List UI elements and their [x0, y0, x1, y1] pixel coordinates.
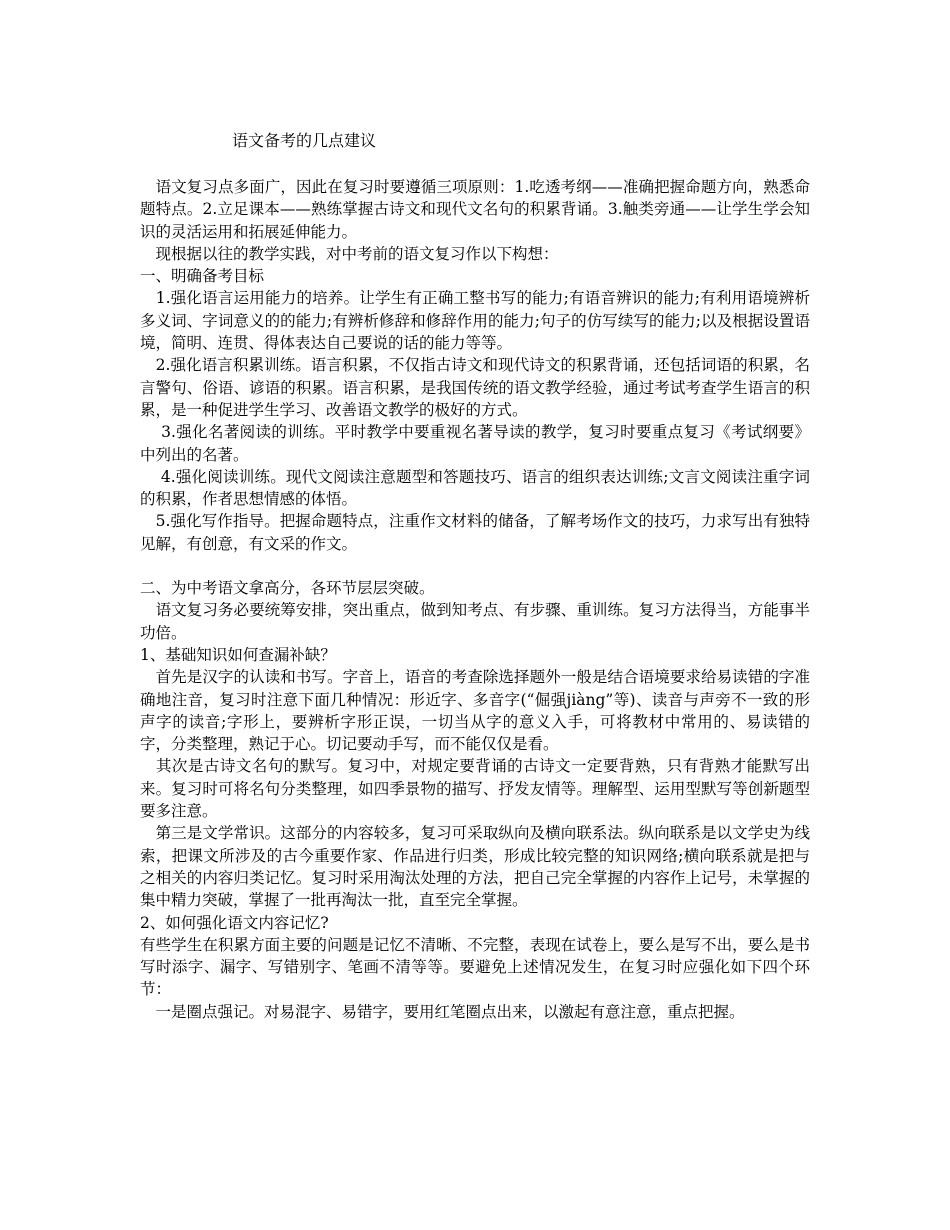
section-heading-breakthrough: 二、为中考语文拿高分，各环节层层突破。 [140, 579, 435, 598]
paragraph-poems: 其次是古诗文名句的默写。复习中，对规定要背诵的古诗文一定要背熟，只有背熟才能默写出来。复习时可将名句分类整理，如四季景物的描写、抒发友情等。理解型、运用型默写等创新题型要多注意。 [140, 757, 810, 821]
paragraph-plan-intro: 现根据以往的教学实践，对中考前的语文复习作以下构想： [140, 244, 559, 263]
paragraph-goal-1: 1.强化语言运用能力的培养。让学生有正确工整书写的能力;有语音辨识的能力;有利用语境辨析多义词、字词意义的的能力;有辨析修辞和修辞作用的能力;句子的仿写续写的能力;以及根据设置语境，简明、连贯、得体表达自己要说的话的能力等等。 [140, 289, 810, 353]
document-page [140, 128, 810, 1023]
paragraph-goal-4: 4.强化阅读训练。现代文阅读注意题型和答题技巧、语言的组织表达训练;文言文阅读注重字词的积累，作者思想情感的体悟。 [140, 467, 810, 509]
paragraph-characters: 首先是汉字的认读和书写。字音上，语音的考查除选择题外一般是结合语境要求给易读错的字准确地注音，复习时注意下面几种情况：形近字、多音字(“倔强jiàng”等)、读音与声旁不一致的形声字的读音;字形上，要辨析字形正误，一切当从字的意义入手，可将教材中常用的、易读错的字，分类整理，熟记于心。切记要动手写，而不能仅仅是看。 [140, 668, 810, 754]
subheading-memory: 2、如何强化语文内容记忆? [140, 913, 329, 932]
paragraph-goal-3: 3.强化名著阅读的训练。平时教学中要重视名著导读的教学，复习时要重点复习《考试纲要》中列出的名著。 [140, 423, 810, 464]
paragraph-goal-2: 2.强化语言积累训练。语言积累，不仅指古诗文和现代诗文的积累背诵，还包括词语的积累，名言警句、俗语、谚语的积累。语言积累，是我国传统的语文教学经验，通过考试考查学生语言的积累，是一种促进学生学习、改善语文教学的极好的方式。 [140, 356, 810, 419]
paragraph-literature: 第三是文学常识。这部分的内容较多，复习可采取纵向及横向联系法。纵向联系是以文学史为线索，把课文所涉及的古今重要作家、作品进行归类，形成比较完整的知识网络;横向联系就是把与之相关的内容归类记忆。复习时采用淘汰处理的方法，把自己完全掌握的内容作上记号，未掌握的集中精力突破，掌握了一批再淘汰一批，直至完全掌握。 [140, 824, 810, 910]
paragraph-goal-5: 5.强化写作指导。把握命题特点，注重作文材料的储备，了解考场作文的技巧，力求写出有独特见解，有创意，有文采的作文。 [140, 512, 810, 553]
paragraph-review-plan: 语文复习务必要统筹安排，突出重点，做到知考点、有步骤、重训练。复习方法得当，方能事半功倍。 [140, 601, 810, 642]
paragraph-principles: 语文复习点多面广，因此在复习时要遵循三项原则：1.吃透考纲——准确把握命题方向，熟悉命题特点。2.立足课本——熟练掌握古诗文和现代文名句的积累背诵。3.触类旁通——让学生学会知识的灵活运用和拓展延伸能力。 [140, 178, 810, 241]
document-title: 语文备考的几点建议 [232, 131, 377, 150]
section-heading-goals: 一、明确备考目标 [140, 267, 265, 286]
paragraph-circle-marking: 一是圈点强记。对易混字、易错字，要用红笔圈点出来，以激起有意注意，重点把握。 [140, 1002, 745, 1021]
paragraph-memory-problems: 有些学生在积累方面主要的问题是记忆不清晰、不完整，表现在试卷上，要么是写不出，要么是书写时添字、漏字、写错别字、笔画不清等等。要避免上述情况发生，在复习时应强化如下四个环节： [140, 935, 810, 999]
subheading-basic-knowledge: 1、基础知识如何查漏补缺？ [140, 645, 336, 664]
blank-line [140, 555, 810, 577]
